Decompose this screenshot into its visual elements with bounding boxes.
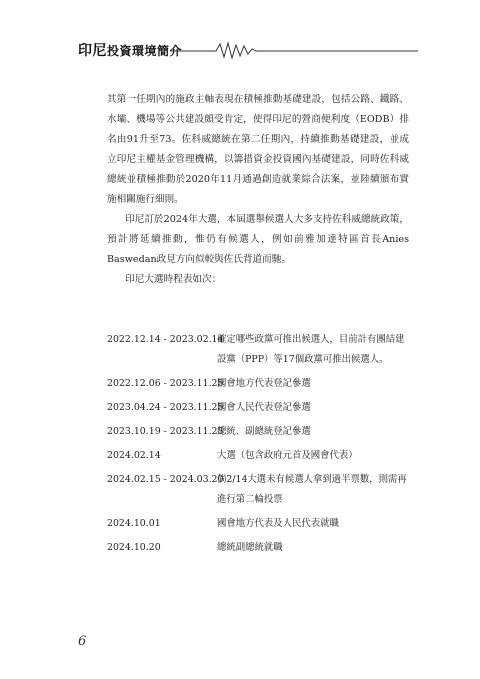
header-title-main: 印尼 <box>78 43 107 59</box>
schedule-row <box>107 398 409 418</box>
schedule-row <box>107 446 409 466</box>
schedule-date: 2022.12.06 - 2023.11.25 <box>107 378 224 389</box>
schedule-desc: 大選（包含政府元首及國會代表） <box>217 450 358 461</box>
schedule-row <box>107 330 409 370</box>
schedule-row <box>107 538 409 558</box>
paragraph-3: 印尼大選時程表如次： <box>125 274 222 285</box>
schedule-date: 2024.02.15 - 2024.03.20 <box>107 474 224 485</box>
schedule-date: 2024.10.01 <box>107 518 161 529</box>
schedule-date: 2024.10.20 <box>107 542 161 553</box>
schedule-row <box>107 470 409 510</box>
paragraph-2: 印尼訂於2024年大選，本屆選舉候選人大多支持佐科威總統政策，預計將延續推動，惟仍有候選人，例如前雅加達特區首長Anies Baswedan政見方向似較與佐氏背道而馳。 <box>107 214 409 265</box>
schedule-row <box>107 422 409 442</box>
schedule-desc: 國會地方代表登記參選 <box>217 378 311 389</box>
header-wave-line <box>170 40 418 60</box>
schedule-desc: 確定哪些政黨可推出候選人，目前計有團結建設黨（PPP）等17個政黨可推出候選人。 <box>217 334 405 365</box>
schedule-desc: 總統副總統就職 <box>217 542 283 553</box>
schedule-date: 2023.04.24 - 2023.11.25 <box>107 402 224 413</box>
schedule-date: 2024.02.14 <box>107 450 161 461</box>
schedule-desc: 國會地方代表及人民代表就職 <box>217 518 339 529</box>
schedule-desc: 倘2/14大選未有候選人拿到過半票數，則需再進行第二輪投票 <box>217 474 407 505</box>
header-title-sub: 投資環境簡介 <box>107 44 183 58</box>
schedule-row <box>107 514 409 534</box>
schedule-desc: 總統、副總統登記參選 <box>217 426 311 437</box>
paragraph-1: 其第一任期內的施政主軸表現在積極推動基礎建設，包括公路、鐵路、水壩、機場等公共建設頗受肯定，使得印尼的營商便利度（EODB）排名由91升至73。佐科威總統在第二任期內，持續推動基礎建設，並成立印尼主權基金管理機構，以籌措資金投資國內基礎建設，同時佐科威總統並積極推動於2020年11月通過創造就業綜合法案，並陸續頒布實施相關施行細則。 <box>107 94 409 205</box>
schedule-date: 2022.12.14 - 2023.02.14 <box>107 334 224 345</box>
page-number: 6 <box>78 634 87 649</box>
header-title <box>78 40 182 60</box>
schedule-row <box>107 374 409 394</box>
election-schedule <box>107 330 409 562</box>
schedule-date: 2023.10.19 - 2023.11.25 <box>107 426 224 437</box>
schedule-desc: 國會人民代表登記參選 <box>217 402 311 413</box>
page-header <box>78 40 418 60</box>
body-text <box>107 90 409 290</box>
